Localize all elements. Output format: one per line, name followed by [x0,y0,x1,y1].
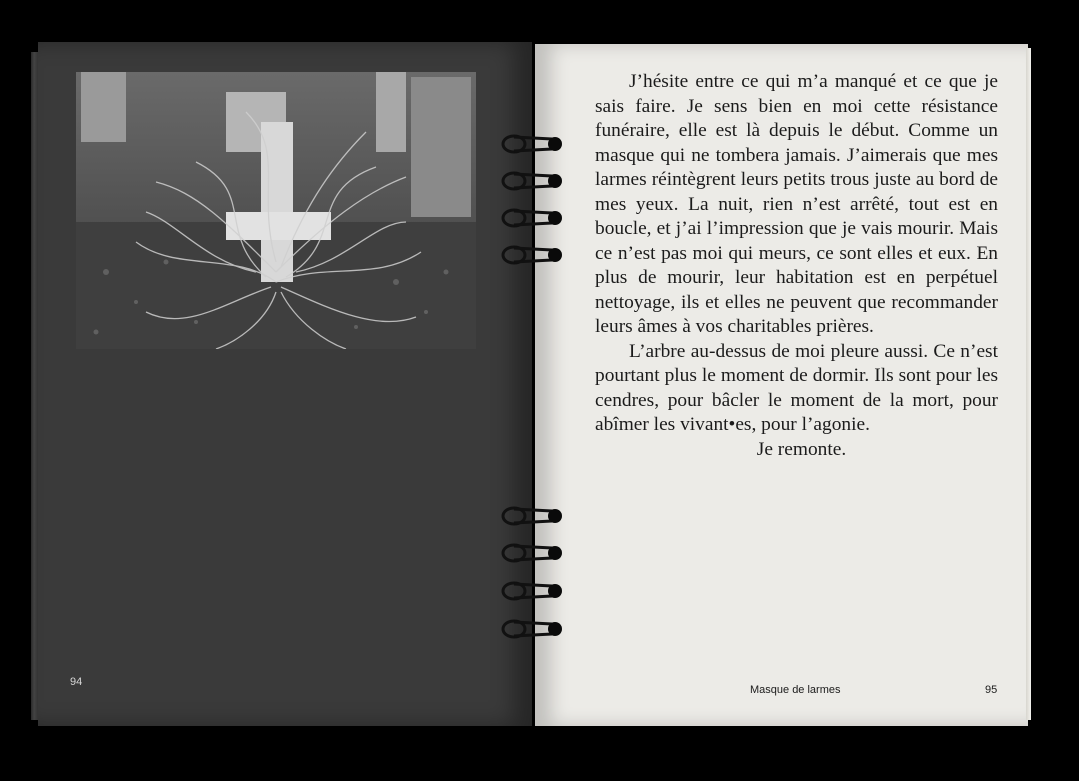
binding-ring [500,580,562,602]
binding-ring [500,207,562,229]
binding-ring [500,505,562,527]
right-page-edge [1026,48,1031,720]
body-text [595,70,998,462]
left-page-number: 94 [70,676,83,688]
paragraph-1: J’hésite entre ce qui m’a manqué et ce que je sais faire. Je sens bien en moi cette résistance funéraire, elle est là depuis le début. Comme un masque qui ne tombera jamais. J’aimerais que mes larmes réintègrent leurs petits trous juste au bord de mes yeux. La nuit, rien n’est arrêté, tout est en boucle, et j’ai l’impression que je vais mourir. Mais ce n’est pas moi qui meurs, ce sont elles et eux. En plus de mourir, leur habitation est en perpétuel nettoyage, ils et elles ne peuvent que recommander leurs âmes à vos charitables prières. [595,71,998,337]
right-page [535,44,1028,726]
binding-ring [500,542,562,564]
binding-ring [500,170,562,192]
cemetery-cross-photo [76,72,476,349]
paragraph-2: L’arbre au-dessus de moi pleure aussi. Ce n’est pourtant plus le moment de dormir. Ils sont pour les cendres, pour bâcler le moment de la mort, pour abîmer les vivant•es, pour l’agonie. [595,340,998,435]
right-page-number: 95 [985,684,998,696]
photo-image [76,72,476,349]
binding-ring [500,618,562,640]
running-title: Masque de larmes [750,684,841,696]
binding-ring [500,133,562,155]
left-page [38,42,532,726]
closing-line: Je remonte. [756,438,847,460]
binding-ring [500,244,562,266]
